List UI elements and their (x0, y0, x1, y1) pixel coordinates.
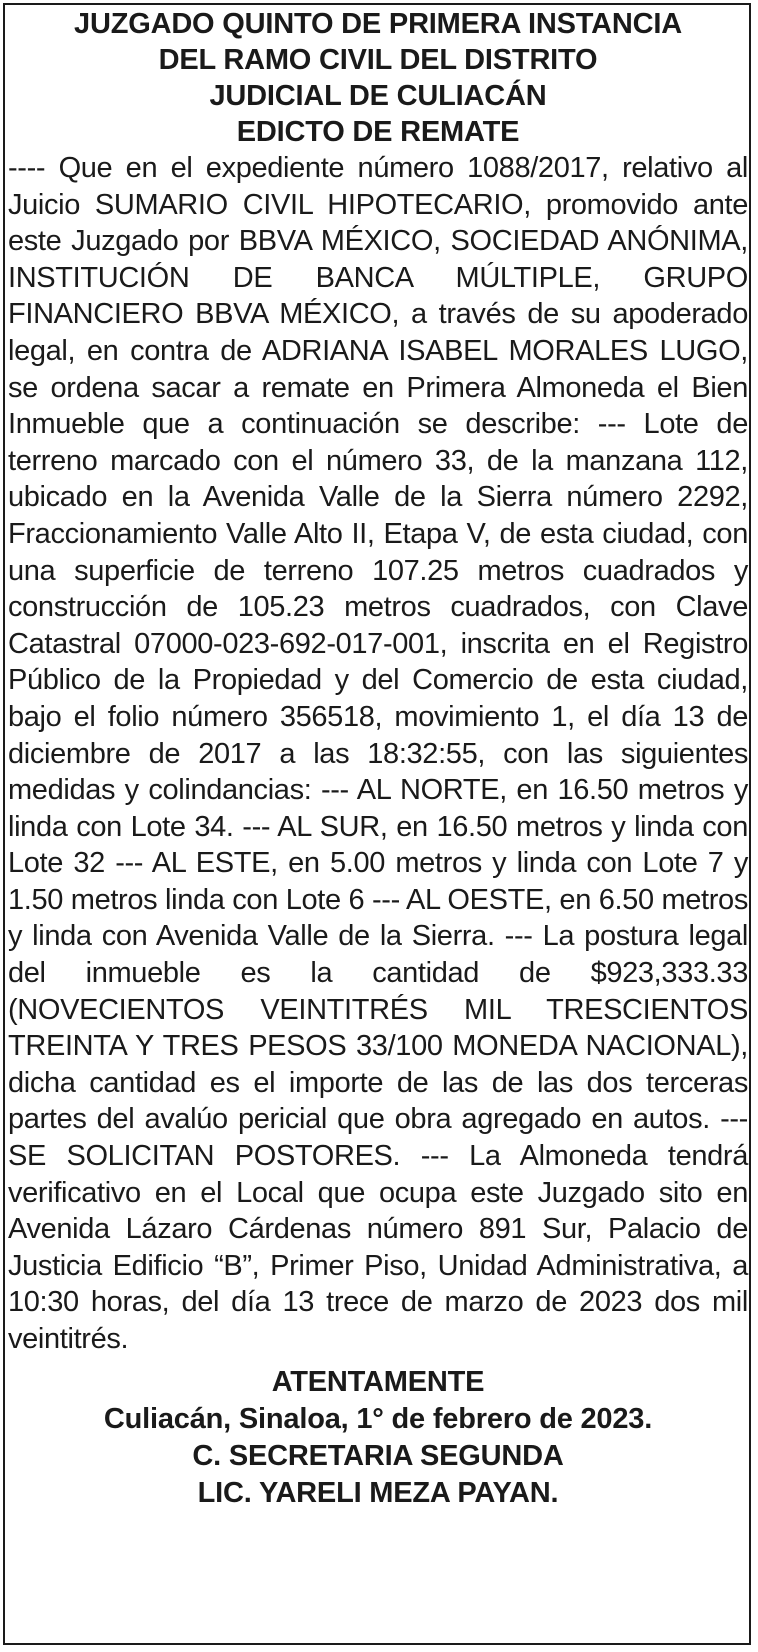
closing-salutation: ATENTAMENTE (271, 1365, 485, 1398)
notice-header (8, 6, 748, 150)
place-and-date: Culiacán, Sinaloa, 1° de febrero de 2023. (103, 1402, 653, 1435)
signer-name: LIC. YARELI MEZA PAYAN. (197, 1476, 559, 1509)
edict-notice (8, 6, 748, 1512)
notice-signature (8, 1364, 748, 1512)
court-name-line-3: JUDICIAL DE CULIACÁN (209, 80, 547, 112)
signer-title: C. SECRETARIA SEGUNDA (192, 1439, 564, 1472)
court-name-line-2: DEL RAMO CIVIL DEL DISTRITO (158, 44, 598, 76)
notice-title: EDICTO DE REMATE (236, 116, 520, 148)
court-name-line-1: JUZGADO QUINTO DE PRIMERA INSTANCIA (74, 8, 682, 40)
notice-body: ---- Que en el expediente número 1088/2017, relativo al Juicio SUMARIO CIVIL HIPOTECARIO, promovido ante este Juzgado por BBVA MÉXICO, SOCIEDAD ANÓNIMA, INSTITUCIÓN DE BANCA MÚLTIPLE, GRUPO FINANCIERO BBVA MÉXICO, a través de su apoderado legal, en contra de ADRIANA ISABEL MORALES LUGO, se ordena sacar a remate en Primera Almoneda el Bien Inmueble que a continuación se describe: --- Lote de terreno marcado con el número 33, de la manzana 112, ubicado en la Avenida Valle de la Sierra número 2292, Fraccionamiento Valle Alto II, Etapa V, de esta ciudad, con una superficie de terreno 107.25 metros cuadrados y construcción de 105.23 metros cuadrados, con Clave Catastral 07000-023-692-017-001, inscrita en el Registro Público de la Propiedad y del Comercio de esta ciudad, bajo el folio número 356518, movimiento 1, el día 13 de diciembre de 2017 a las 18:32:55, con las siguientes medidas y colindancias: --- AL NORTE, en 16.50 metros y linda con Lote 34. --- AL SUR, en 16.50 metros y linda con Lote 32 --- AL ESTE, en 5.00 metros y linda con Lote 7 y 1.50 metros linda con Lote 6 --- AL OESTE, en 6.50 metros y linda con Avenida Valle de la Sierra. --- La postura legal del inmueble es la cantidad de $923,333.33 (NOVECIENTOS VEINTITRÉS MIL TRESCIENTOS TREINTA Y TRES PESOS 33/100 MONEDA NACIONAL), dicha cantidad es el importe de las de las dos terceras partes del avalúo pericial que obra agregado en autos. --- SE SOLICITAN POSTORES. --- La Almoneda tendrá verificativo en el Local que ocupa este Juzgado sito en Avenida Lázaro Cárdenas número 891 Sur, Palacio de Justicia Edificio “B”, Primer Piso, Unidad Administrativa, a 10:30 horas, del día 13 trece de marzo de 2023 dos mil veintitrés. (8, 152, 748, 1355)
